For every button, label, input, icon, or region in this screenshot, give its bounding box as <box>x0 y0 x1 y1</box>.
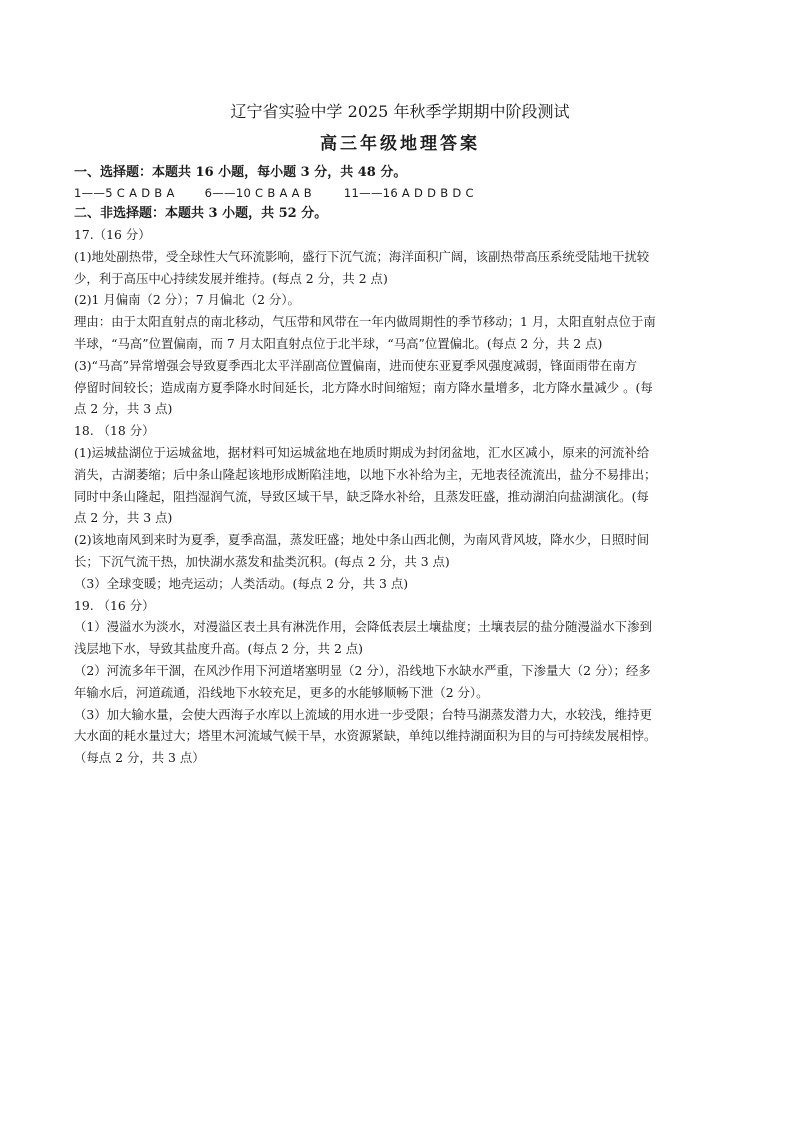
answer-subtitle: 高三年级地理答案 <box>320 134 480 154</box>
q19-2-line: 年输水后，河道疏通，沿线地下水较充足，更多的水能够顺畅下泄（2 分）。 <box>74 684 489 700</box>
q18-1-line: 同时中条山隆起，阻挡湿润气流，导致区域干旱，缺乏降水补给，且蒸发旺盛，推动湖泊向盐湖演化。(每 <box>74 488 649 504</box>
answers-11-16: 11——16 A D D B D C <box>343 186 474 200</box>
q18-1-line: 点 2 分，共 3 点) <box>74 510 173 526</box>
q19-3-line: 大水面的耗水量过大；塔里木河流域气候干旱，水资源紧缺，单纯以维持湖面积为目的与可持续发展相悖。 <box>74 728 657 744</box>
choice-answers <box>74 183 726 203</box>
q17-3-line: 停留时间较长；造成南方夏季降水时间延长，北方降水时间缩短；南方降水量增多，北方降水量减少 。(每 <box>74 379 653 395</box>
q17-2-line: 理由：由于太阳直射点的南北移动，气压带和风带在一年内做周期性的季节移动；1 月，太阳直射点位于南 <box>74 314 656 330</box>
q18-1-line: (1)运城盐湖位于运城盆地，据材料可知运城盆地在地质时期成为封闭盆地，汇水区减小，原来的河流补给 <box>74 444 650 460</box>
answers-6-10: 6——10 C B A A B <box>204 186 312 200</box>
answers-1-5: 1——5 C A D B A <box>74 186 175 200</box>
q18-heading: 18. （18 分） <box>74 423 155 439</box>
q17-heading: 17.（16 分） <box>74 227 151 242</box>
section-2-heading: 二、非选择题：本题共 3 小题，共 52 分。 <box>74 206 328 221</box>
q18-2-line: (2)该地南风到来时为夏季，夏季高温，蒸发旺盛；地处中条山西北侧，为南风背风坡，降水少，日照时间 <box>74 532 650 548</box>
q19-1-line: （1）漫溢水为淡水，对漫溢区表土具有淋洗作用，会降低表层土壤盐度；土壤表层的盐分随漫溢水下渗到 <box>74 619 652 635</box>
q17-3-line: 点 2 分，共 3 点) <box>74 401 173 417</box>
q19-2-line: （2）河流多年干涸，在风沙作用下河道堵塞明显（2 分），沿线地下水缺水严重，下渗量大（2 分）；经多 <box>74 662 651 678</box>
q19-3-line: （3）加大输水量，会使大西海子水库以上流域的用水进一步受限；台特马湖蒸发潜力大，水较浅，维持更 <box>74 706 652 722</box>
q17-1-line: 少，利于高压中心持续发展并维持。(每点 2 分，共 2 点) <box>74 270 388 286</box>
q17-2-line: (2)1 月偏南（2 分）；7 月偏北（2 分）。 <box>74 292 300 308</box>
exam-title: 辽宁省实验中学 2025 年秋季学期期中阶段测试 <box>230 102 570 121</box>
q19-heading: 19. （16 分） <box>74 597 155 613</box>
q17-2-line: 半球，“马高”位置偏南，而 7 月太阳直射点位于北半球，“马高”位置偏北。(每点 2 分，共 2 点) <box>74 335 603 351</box>
section-1-heading: 一、选择题：本题共 16 小题，每小题 3 分，共 48 分。 <box>74 165 407 180</box>
q18-2-line: 长；下沉气流干热，加快湖水蒸发和盐类沉积。(每点 2 分，共 3 点) <box>74 553 450 569</box>
q19-3-line: （每点 2 分，共 3 点） <box>74 750 205 766</box>
answer-body <box>74 224 726 769</box>
q17-1-line: (1)地处副热带，受全球性大气环流影响，盛行下沉气流；海洋面积广阔，该副热带高压系统受陆地干扰较 <box>74 248 650 264</box>
q17-3-line: (3)“马高”异常增强会导致夏季西北太平洋副高位置偏南，进而使东亚夏季风强度减弱，锋面雨带在南方 <box>74 357 638 373</box>
answer-sheet <box>74 101 726 769</box>
q18-1-line: 消失，古湖萎缩；后中条山隆起该地形成断陷洼地，以地下水补给为主，无地表径流流出，盐分不易排出； <box>74 466 657 482</box>
q18-3-line: （3）全球变暖；地壳运动；人类活动。(每点 2 分，共 3 点) <box>74 575 409 591</box>
q19-1-line: 浅层地下水，导致其盐度升高。(每点 2 分，共 2 点) <box>74 641 364 657</box>
